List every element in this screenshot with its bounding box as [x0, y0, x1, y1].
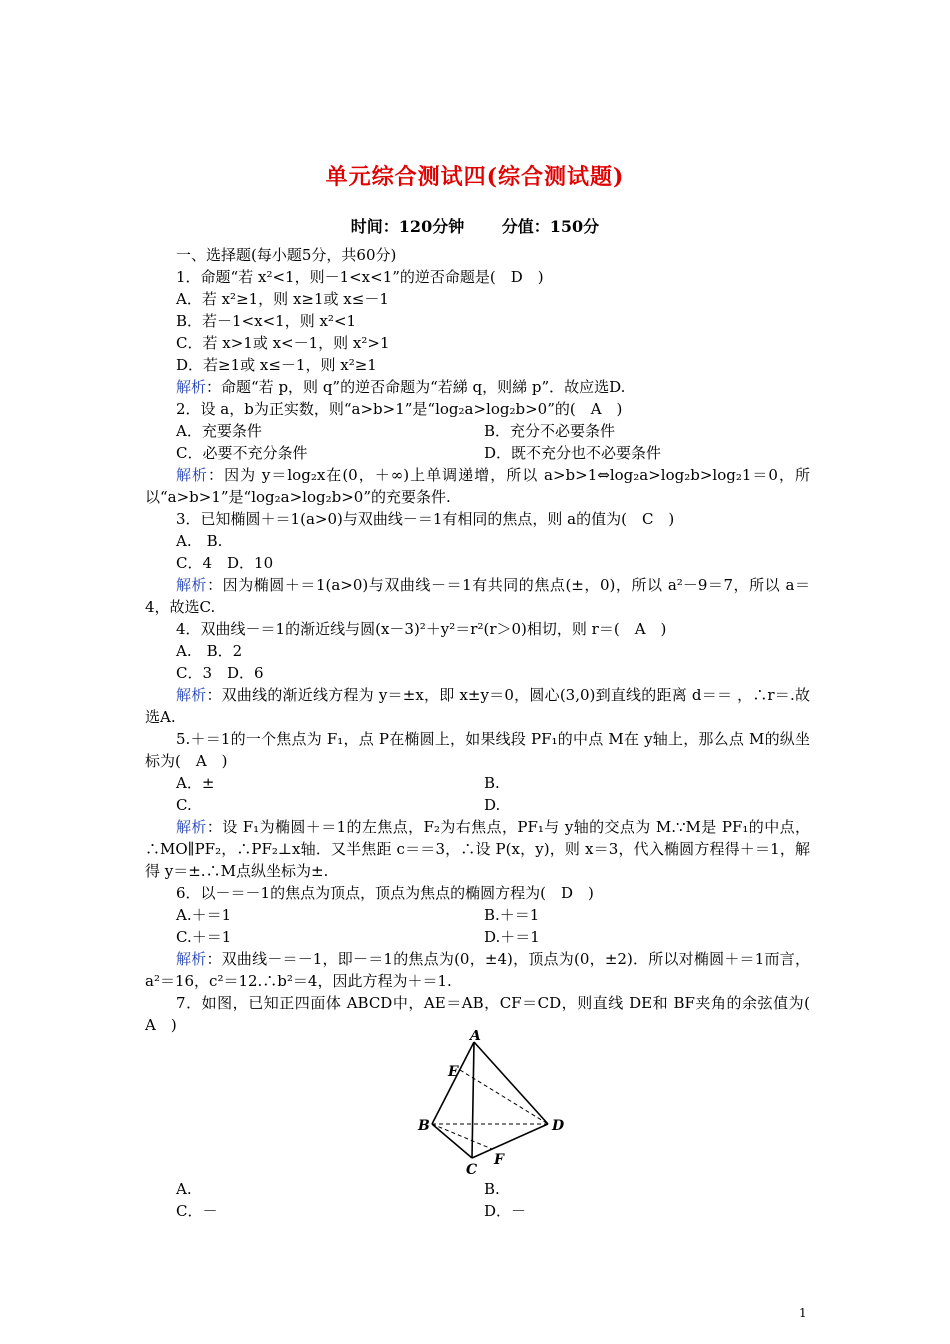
option-a: A.: [176, 1180, 192, 1198]
option-row: [145, 420, 810, 442]
question-7: 7．如图，已知正四面体 ABCD中，AE＝AB，CF＝CD，则直线 DE和 BF夹角的余弦值为( A ): [145, 994, 826, 1034]
score-label: 分值：150分: [501, 217, 600, 236]
solution-label: 解析: [176, 466, 209, 484]
option-c: C．必要不充分条件: [176, 444, 308, 462]
edge-ad: [474, 1042, 548, 1124]
solution: [145, 464, 810, 508]
question-list: [145, 244, 826, 1036]
page-title: 单元综合测试四(综合测试题): [325, 164, 625, 190]
time-label: 时间：120分钟: [350, 217, 465, 236]
option-row: A. B.: [176, 532, 223, 550]
option-a: A.＋＝1: [176, 906, 232, 924]
question-6: 6．以－＝－1的焦点为顶点，顶点为焦点的椭圆方程为( D ): [176, 884, 594, 902]
section-heading: 一、选择题(每小题5分，共60分): [176, 246, 397, 264]
option-a: A．若 x²≥1，则 x≥1或 x≤－1: [176, 290, 389, 308]
question-4: 4．双曲线－＝1的渐近线与圆(x－3)²＋y²＝r²(r＞0)相切，则 r＝( A ): [176, 620, 667, 638]
option-a: A．充要条件: [176, 422, 262, 440]
option-row: [145, 442, 810, 464]
option-d: D．若≥1或 x≤－1，则 x²≥1: [176, 356, 377, 374]
option-c: C．若 x>1或 x<－1，则 x²>1: [176, 334, 390, 352]
question-7-options: [145, 1178, 810, 1222]
solution-text: ：因为 y＝log₂x在(0，＋∞)上单调递增，所以 a>b>1⇔log₂a>log₂b>log₂1＝0，所以“a>b>1”是“log₂a>log₂b>0”的充要条件.: [145, 466, 810, 506]
option-b: B.＋＝1: [484, 906, 540, 924]
solution: [145, 574, 810, 618]
option-b: B．若－1<x<1，则 x²<1: [176, 312, 357, 330]
question-2: 2．设 a，b为正实数，则“a>b>1”是“log₂a>log₂b>0”的( A ): [176, 400, 623, 418]
option-b: B．充分不必要条件: [484, 422, 616, 440]
option-row: [145, 794, 810, 816]
option-c: C.: [176, 796, 192, 814]
option-a: A．±: [176, 774, 215, 792]
solution-text: ：双曲线的渐近线方程为 y＝±x，即 x±y＝0，圆心(3,0)到直线的距离 d＝＝ ，∴r＝.故选A.: [145, 686, 810, 726]
option-d: D．－: [484, 1202, 527, 1220]
tetrahedron-figure: [410, 1030, 590, 1180]
question-1: 1．命题“若 x²<1，则－1<x<1”的逆否命题是( D ): [176, 268, 544, 286]
option-row: C．4 D．10: [176, 554, 274, 572]
label-c: C: [466, 1162, 478, 1178]
option-d: D．既不充分也不必要条件: [484, 444, 662, 462]
solution-label: 解析: [176, 950, 207, 968]
label-b: B: [418, 1118, 430, 1134]
label-a: A: [470, 1030, 481, 1044]
segment-bf: [432, 1124, 492, 1149]
option-row: A. B．2: [176, 642, 243, 660]
solution-text: ：命题“若 p，则 q”的逆否命题为“若綈 q，则綈 p”．故应选D.: [206, 378, 626, 396]
edge-bc: [432, 1124, 472, 1158]
solution-label: 解析: [176, 818, 207, 836]
solution: [145, 816, 810, 882]
option-row: [145, 926, 810, 948]
solution-label: 解析: [176, 576, 208, 594]
edge-cd: [472, 1124, 548, 1158]
option-b: B.: [484, 1180, 500, 1198]
option-row: [145, 904, 810, 926]
solution: [145, 376, 810, 398]
solution-label: 解析: [176, 378, 207, 396]
edge-ab: [432, 1042, 474, 1124]
label-d: D: [552, 1118, 565, 1134]
solution-text: ：设 F₁为椭圆＋＝1的左焦点，F₂为右焦点，PF₁与 y轴的交点为 M.∵M是 PF₁的中点，∴MO∥PF₂，∴PF₂⊥x轴．又半焦距 c＝＝3，∴设 P(x，y)，则 x＝3，代入椭圆方程得＋＝1，解得 y＝±.∴M点纵坐标为±.: [145, 818, 810, 880]
solution: [145, 684, 810, 728]
exam-meta: [0, 214, 950, 237]
solution-text: ：因为椭圆＋＝1(a>0)与双曲线－＝1有共同的焦点(±，0)，所以 a²－9＝7，所以 a＝4，故选C.: [145, 576, 810, 616]
option-row: [145, 1200, 810, 1222]
page-number: 1: [799, 1306, 807, 1320]
label-e: E: [448, 1064, 459, 1080]
option-c: C.＋＝1: [176, 928, 232, 946]
option-b: B.: [484, 774, 500, 792]
label-f: F: [494, 1152, 504, 1168]
solution-text: ：双曲线－＝－1，即－＝1的焦点为(0，±4)，顶点为(0，±2)．所以对椭圆＋＝1而言，a²＝16，c²＝12.∴b²＝4，因此方程为＋＝1.: [145, 950, 810, 990]
question-3: 3．已知椭圆＋＝1(a>0)与双曲线－＝1有相同的焦点，则 a的值为( C ): [176, 510, 675, 528]
solution-label: 解析: [176, 686, 207, 704]
solution: [145, 948, 810, 992]
option-row: C．3 D．6: [176, 664, 264, 682]
option-row: [145, 772, 810, 794]
question-5: 5.＋＝1的一个焦点为 F₁，点 P在椭圆上，如果线段 PF₁的中点 M在 y轴上，那么点 M的纵坐标为( A ): [145, 730, 810, 770]
option-d: D.: [484, 796, 501, 814]
option-c: C．－: [176, 1202, 218, 1220]
option-row: [145, 1178, 810, 1200]
option-d: D.＋＝1: [484, 928, 540, 946]
